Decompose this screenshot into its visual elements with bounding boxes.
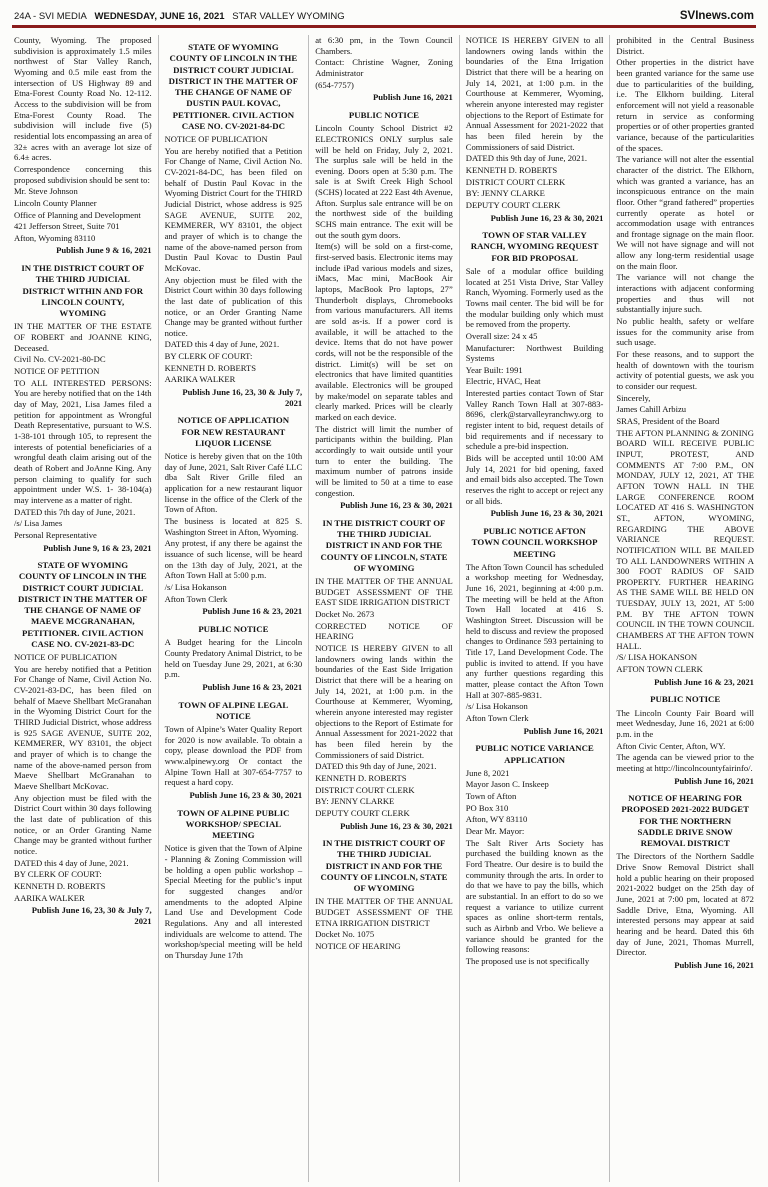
notice-paragraph: DISTRICT COURT CLERK <box>315 784 415 795</box>
notice-paragraph: Afton Civic Center, Afton, WY. <box>616 740 726 751</box>
notice-paragraph: DEPUTY COURT CLERK <box>465 199 561 210</box>
notice-heading: IN THE DISTRICT COURT OF THE THIRD JUDICIAL DISTRICT IN AND FOR THE COUNTY OF LINCOLN, STATE OF WYOMING <box>320 838 448 894</box>
publish-line: Publish June 16, 23 & 30, 2021 <box>340 820 453 831</box>
notice-paragraph: Any objection must be filed with the District Court within 30 days following the last date of publication of this notice, or an Order Granting Name Change may be granted without further notice. <box>164 274 303 338</box>
notice-paragraph: NOTICE OF PUBLICATION <box>164 134 268 144</box>
notice-paragraph: You are hereby notified that a Petition For Change of Name, Civil Action No. CV-2021-84-DC, has been filed on behalf of Dustin Paul Kovac in the Wyoming District Court for the THIRD Judicial District, whose address is 925 SAGE AVENUE, SUITE 202, KEMMERER, WY 83101, the object and prayer of which is to change the name of the above-named person from Dustin Paul Kovac to Dustin Paul McKovac. <box>164 145 303 273</box>
notice-heading: PUBLIC NOTICE VARIANCE APPLICATION <box>475 743 594 765</box>
notice-paragraph: DISTRICT COURT CLERK <box>465 176 566 187</box>
notice-paragraph: CORRECTED NOTICE OF HEARING <box>315 620 453 642</box>
masthead-date: WEDNESDAY, JUNE 16, 2021 <box>94 11 225 22</box>
page-label: 24A - SVI MEDIA <box>14 11 87 22</box>
publish-line: Publish June 16, 2021 <box>373 92 453 103</box>
notice-paragraph: NOTICE OF PETITION <box>14 366 100 376</box>
notice-paragraph: Any objection must be filed with the District Court within 30 days following the last date of publication of this notice, or an Order Granting Name Change may be granted without further notice. <box>14 792 152 856</box>
notice-paragraph: /s/ Lisa Hokanson <box>465 701 528 712</box>
column-3 <box>309 35 460 1182</box>
publish-line: Publish June 16, 23 & 30, 2021 <box>490 212 604 223</box>
notice-paragraph: The agenda can be viewed prior to the meeting at http://lincolncountyfairinfo/. <box>616 752 754 773</box>
notice-heading: TOWN OF ALPINE PUBLIC WORKSHOP/ SPECIAL MEETING <box>177 807 290 841</box>
notice-paragraph: Year Built: 1991 <box>465 364 523 375</box>
publish-line: Publish June 16, 2021 <box>674 775 754 786</box>
notice-paragraph: DATED this 4 day of June, 2021. <box>164 339 280 350</box>
notice-heading: TOWN OF ALPINE LEGAL NOTICE <box>178 699 289 721</box>
notice-paragraph: KENNETH D. ROBERTS <box>465 164 558 175</box>
notice-paragraph: Item(s) will be sold on a first-come, first-served basis. Electronic items may include iPad various models and sizes, iMacs, Mac mini, MacBook Air laptops, MacBook Pro laptops, 27” Thunderbolt displays, Chromebooks from various manufacturers. All items are sold as-is. If a power cord is available, it will be attached to the device. Items that do not have power cords, will not be the responsible of the district. Limit(s) will be set on electronics that have limited quantities available. Electronics will be grouped by make/model on separate tables and clearly marked. Prices will be clearly marked on each device. <box>315 241 453 422</box>
notice-paragraph: Dear Mr. Mayor: <box>465 826 525 837</box>
notice-paragraph: Mr. Steve Johnson <box>14 186 78 197</box>
notice-paragraph: The Afton Town Council has scheduled a workshop meeting for Wednesday, June 16, 2021, beginning at 4:00 p.m. The meeting will be held at the Afton Town Hall located at 416 S. Washington Street. Discussion will be held to discuss and review the proposed changes to Ordinance 593 pertaining to Title 17, Land Development Code. The public is invited to attend. If you have any further questions regarding this matter, please contact the Afton Town Hall at 307-885-9831. <box>465 561 604 700</box>
notice-paragraph: Bids will be accepted until 10:00 AM July 14, 2021 for bid opening, faxed and email bids also accepted. The Town reserves the right to accept or reject any or all bids. <box>465 453 604 506</box>
notice-paragraph: TO ALL INTERESTED PERSONS: You are hereby notified that on the 14th day of May, 2021, Lisa James filed a petition for appointment as Wrongful Death Representative, pursuant to W.S. 1-38-101 through 105, to represent the interests of potential beneficiaries of a wrongful death claim arising out of the death of Robert and JoAnne King. Any person claiming to qualify for such appointment under W.S. 1- 38-104(a) may intervene as a matter of right. <box>14 377 152 505</box>
notice-paragraph: IN THE MATTER OF THE ANNUAL BUDGET ASSESSMENT OF THE EAST SIDE IRRIGATION DISTRICT <box>315 576 453 608</box>
notice-paragraph: The proposed use is not specifically <box>465 955 590 966</box>
notice-paragraph: 421 Jefferson Street, Suite 701 <box>14 221 120 232</box>
notice-paragraph: A Budget hearing for the Lincoln County Predatory Animal District, to be held on Tuesday June 29, 2021, at 6:30 p.m. <box>164 637 303 680</box>
notice-paragraph: KENNETH D. ROBERTS <box>14 880 106 891</box>
notice-paragraph: AFTON TOWN CLERK <box>616 664 703 675</box>
masthead <box>12 10 756 25</box>
publish-line: Publish June 16, 2021 <box>674 960 754 971</box>
notice-heading: STATE OF WYOMING COUNTY OF LINCOLN IN THE DISTRICT COURT JUDICIAL DISTRICT IN THE MATTER OF THE CHANGE OF NAME OF MAEVE MCGRANAHAN, PETITIONER. CIVIL ACTION CASE NO. CV-2021-83-DC <box>18 560 148 649</box>
notice-paragraph: BY CLERK OF COURT: <box>164 351 253 362</box>
notice-paragraph: IN THE MATTER OF THE ESTATE OF ROBERT and JOANNE KING, Deceased. <box>14 321 152 353</box>
notice-paragraph: BY CLERK OF COURT: <box>14 869 102 880</box>
notice-paragraph: BY: JENNY CLARKE <box>465 188 545 199</box>
publish-line: Publish June 16, 23 & 30, 2021 <box>340 500 453 511</box>
column-1 <box>12 35 159 1182</box>
notice-paragraph: THE AFTON PLANNING & ZONING BOARD WILL RECEIVE PUBLIC INPUT, PROTEST, AND COMMENTS AT 7:00 P.M., ON MONDAY, JULY 12, 2021, AT THE AFTON TOWN HALL IN THE LARGE CONFERENCE ROOM LOCATED AT 416 S. WASHINGTON ST., AFTON, WYOMING, REGARDING THE ABOVE VARIANCE REQUEST. NOTIFICATION WILL BE MAILED TO ALL LANDOWNERS WITHIN A 300 FOOT RADIUS OF SAID PROPERTY. FURTHER HEARING AS THE SAME WILL BE HELD ON TUESDAY, JULY 13, 2021, AT 5:00 P.M. BY THE AFTON TOWN COUNCIL IN THE TOWN COUNCIL CHAMBERS AT THE AFTON TOWN HALL. <box>616 427 754 651</box>
notice-heading: NOTICE OF APPLICATION FOR NEW RESTAURANT LIQUOR LICENSE <box>177 415 290 448</box>
notice-paragraph: Personal Representative <box>14 529 97 540</box>
notice-paragraph: Mayor Jason C. Inskeep <box>465 779 549 790</box>
notice-paragraph: DATED this 7th day of June, 2021. <box>14 506 136 517</box>
notice-heading: PUBLIC NOTICE <box>348 109 420 120</box>
notice-paragraph: NOTICE IS HEREBY GIVEN to all landowners owing lands within the boundaries of the Etna Irrigation District that there will be a hearing on July 14, 2021, at 1:00 p.m. in the Courthouse at Kemmerer, Wyoming, wherein anyone interested may register objections to the Report of Estimate for Annual Assessment for 2021-2022 that has been filed herein by the Commissioners of said District. <box>465 35 604 152</box>
notice-paragraph: Civil No. CV-2021-80-DC <box>14 354 106 365</box>
notice-paragraph: Sincerely, <box>616 392 651 403</box>
notice-paragraph: Afton, WY 83110 <box>465 814 528 825</box>
publish-line: Publish June 9, 16 & 23, 2021 <box>43 542 152 553</box>
notice-paragraph: You are hereby notified that a Petition For Change of Name, Civil Action No. CV-2021-83-DC, has been filed on behalf of Maeve Shellbart McGranahan in the Wyoming District Court for the THIRD Judicial District, whose address is 925 SAGE AVENUE, SUITE 202, KEMMERER, WY 83101, the object and prayer of which is to change the name of the above-named person from Maeve Shellbart McGranahan to Maeve Shellbart McKovac. <box>14 663 152 792</box>
publish-line: Publish June 16, 2021 <box>523 725 604 736</box>
notice-paragraph: Town of Afton <box>465 791 517 802</box>
notice-paragraph: /s/ Lisa Hokanson <box>164 582 227 593</box>
notice-paragraph: The district will limit the number of participants within the building. Plan accordingly to wait outside until your turn to enter the building. The maximum number of patrons inside will be limited to 50 at a time to ease congestion. <box>315 423 453 498</box>
notice-paragraph: Afton, Wyoming 83110 <box>14 232 96 243</box>
publish-line: Publish June 16, 23, 30 & July 7, 2021 <box>182 387 303 408</box>
notice-paragraph: PO Box 310 <box>465 802 509 813</box>
notice-paragraph: The variance will not change the interactions with adjacent conforming properties and thus will not substantially injure such. <box>616 272 754 315</box>
notice-heading: NOTICE OF HEARING FOR PROPOSED 2021-2022 BUDGET FOR THE NORTHERN SADDLE DRIVE SNOW REMOVAL DISTRICT <box>621 793 749 849</box>
notice-paragraph: /s/ Lisa James <box>14 518 63 529</box>
notice-paragraph: The Directors of the Northern Saddle Drive Snow Removal District shall hold a public hearing on their proposed 2021-2022 budget on the 25th day of June, 2021 at 7:00 pm, located at 872 Saddle Drive, Etna, Wyoming. All interested persons may appear at said hearing and be heard. Dated this 6th day of June, 2021, Thomas Murrell, Director. <box>616 851 754 958</box>
notice-paragraph: (654-7757) <box>315 79 354 90</box>
column-5 <box>610 35 756 1182</box>
notice-paragraph: Lincoln County School District #2 ELECTRONICS ONLY surplus sale will be held on Friday, July 2, 2021. The surplus sale will be held in the evening. Doors open at 5:30 p.m. The sale is at Swift Creek High School (SCHS) located at 222 East 4th Avenue, Afton. Surplus sale entrance will be on the northwest side of the building SCHS main entrance. The exit will be out the south gym doors. <box>315 123 453 240</box>
notice-paragraph: Docket No. 2673 <box>315 609 375 620</box>
legal-notice-columns <box>12 35 756 1182</box>
column-2 <box>159 35 310 1182</box>
notice-paragraph: Any protest, if any there be against the issuance of such license, will be heard on the 13th day of July, 2021, at the Afton Town Hall at 5:00 p.m. <box>164 538 303 581</box>
notice-paragraph: James Cahill Arbizu <box>616 404 687 415</box>
column-4 <box>460 35 611 1182</box>
notice-paragraph: IN THE MATTER OF THE ANNUAL BUDGET ASSESSMENT OF THE ETNA IRRIGATION DISTRICT <box>315 896 453 928</box>
notice-paragraph: AARIKA WALKER <box>164 374 236 385</box>
notice-paragraph: prohibited in the Central Business District. <box>616 35 754 56</box>
notice-paragraph: NOTICE OF HEARING <box>315 941 401 952</box>
masthead-rule <box>12 25 756 28</box>
notice-paragraph: Manufacturer: Northwest Building Systems <box>465 342 604 364</box>
notice-paragraph: Lincoln County Planner <box>14 197 97 208</box>
notice-paragraph: SRAS, President of the Board <box>616 415 720 426</box>
notice-paragraph: The Salt River Arts Society has purchased the building known as the Ford Theatre. Our desire is to build the community through the arts. In order to do that we have to pay the bills, which are substantial. In an effort to do so we request a variance to utilize current spaces as online short-term rentals, such as Airbnb and Vrbo. We believe a variance should be granted for the following reasons: <box>465 837 604 955</box>
notice-paragraph: DATED this 9th day of June, 2021. <box>315 761 437 772</box>
notice-paragraph: The Lincoln County Fair Board will meet Wednesday, June 16, 2021 at 6:00 p.m. in the <box>616 707 754 739</box>
notice-paragraph: Contact: Christine Wagner, Zoning Administrator <box>315 57 453 78</box>
notice-paragraph: Interested parties contact Town of Star Valley Ranch Town Hall at 307-883-8696, clerk@starvalleyranchwy.org to register intent to bid, request details of bid requirements and if necessary to schedule a pre-bid inspection. <box>465 388 604 452</box>
notice-paragraph: AARIKA WALKER <box>14 892 85 903</box>
masthead-location: STAR VALLEY WYOMING <box>232 11 345 22</box>
notice-paragraph: Electric, HVAC, Heat <box>465 376 541 387</box>
notice-paragraph: NOTICE IS HEREBY GIVEN to all landowners owing lands within the boundaries of the East Side Irrigation District that there will be a hearing on July 14, 2021, at 1:00 p.m. in the Courthouse at Kemmerer, Wyoming, wherein anyone interested may register objections to the Report of Estimate for Annual Assessment for 2021-2022 that has been filed herein by the Commissioners of said District. <box>315 643 453 760</box>
notice-heading: PUBLIC NOTICE <box>650 694 721 705</box>
notice-paragraph: Notice is hereby given that on the 10th day of June, 2021, Salt River Café LLC dba Salt River Grille filed an application for a new restaurant liquor license in the office of the Clerk of the Town of Afton. <box>164 451 303 515</box>
publish-line: Publish June 16 & 23, 2021 <box>654 676 754 687</box>
notice-paragraph: at 6:30 pm, in the Town Council Chambers. <box>315 35 453 56</box>
notice-paragraph: For these reasons, and to support the health of downtown with the tourism activity of potential guests, we ask you to consider our request. <box>616 349 754 391</box>
notice-paragraph: Town of Alpine’s Water Quality Report for 2020 is now available. To obtain a copy, please download the PDF from www.alpinewy.org Or contact the Alpine Town Hall at 307-654-7757 to request a hard copy. <box>164 724 303 788</box>
notice-heading: STATE OF WYOMING COUNTY OF LINCOLN IN THE DISTRICT COURT JUDICIAL DISTRICT IN THE MATTER OF THE CHANGE OF NAME OF DUSTIN PAUL KOVAC, PETITIONER. CIVIL ACTION CASE NO. CV-2021-84-DC <box>168 42 299 131</box>
notice-paragraph: DATED this 4 day of June, 2021. <box>14 857 129 868</box>
notice-paragraph: Afton Town Clerk <box>164 593 228 604</box>
notice-paragraph: KENNETH D. ROBERTS <box>315 772 407 783</box>
publish-line: Publish June 16 & 23, 2021 <box>202 681 303 692</box>
publish-line: Publish June 16, 23 & 30, 2021 <box>189 789 303 800</box>
notice-heading: TOWN OF STAR VALLEY RANCH, WYOMING REQUEST FOR BID PROPOSAL <box>470 230 599 263</box>
publish-line: Publish June 16, 23, 30 & July 7, 2021 <box>31 905 152 926</box>
notice-paragraph: Correspondence concerning this proposed subdivision should be sent to: <box>14 163 152 185</box>
notice-paragraph: June 8, 2021 <box>465 767 510 778</box>
notice-paragraph: Afton Town Clerk <box>465 712 529 723</box>
publish-line: Publish June 9 & 16, 2021 <box>56 245 152 256</box>
notice-paragraph: Office of Planning and Development <box>14 209 141 220</box>
notice-paragraph: Overall size: 24 x 45 <box>465 330 538 341</box>
notice-paragraph: The variance will not alter the essential character of the district. The Elkhorn, which was granted a variance, has an inconspicuous entrance on the main floor. Other “grand fathered” properties currently operate as hotel or accommodation usage with entrances and frontage signage on the main floor. We will not have signage and will not allow any long-term residential usage on the main floor. <box>616 154 754 271</box>
notice-paragraph: /S/ LISA HOKANSON <box>616 652 698 663</box>
notice-paragraph: Other properties in the district have been granted variance for the same use due to particularities of the building, i.e. The Elkhorn building. Literal enforcement will not yield a reasonable return in service as conforming properties or of other properties granted variance, because of the particularities of the spaces. <box>616 57 754 153</box>
notice-paragraph: Sale of a modular office building located at 251 Vista Drive, Star Valley Ranch, Wyoming. Formerly used as the Towns mail center. The bid will be for the modular building only which must be removed from the property. <box>465 265 604 330</box>
notice-paragraph: DEPUTY COURT CLERK <box>315 807 410 818</box>
notice-paragraph: Notice is given that the Town of Alpine - Planning & Zoning Commission will be holding a open public workshop – Special Meeting for the public’s input for suggested changes and/or amendments to the adopted Alpine Land Use and Development Code Regulations. Any and all interested individuals are welcome to attend. The workshop/special meeting will be held on Thursday June 17th <box>164 843 303 960</box>
publish-line: Publish June 16 & 23, 2021 <box>202 606 303 617</box>
notice-heading: IN THE DISTRICT COURT OF THE THIRD JUDICIAL DISTRICT IN AND FOR THE COUNTY OF LINCOLN, STATE OF WYOMING <box>320 517 448 573</box>
notice-paragraph: KENNETH D. ROBERTS <box>164 362 256 373</box>
notice-paragraph: Docket No. 1075 <box>315 929 375 940</box>
notice-heading: PUBLIC NOTICE AFTON TOWN COUNCIL WORKSHOP MEETING <box>471 526 598 559</box>
notice-paragraph: BY: JENNY CLARKE <box>315 796 395 807</box>
notice-paragraph: NOTICE OF PUBLICATION <box>14 652 118 663</box>
masthead-site: SVInews.com <box>679 10 754 22</box>
notice-heading: IN THE DISTRICT COURT OF THE THIRD JUDICIAL DISTRICT WITHIN AND FOR LINCOLN COUNTY, WYOMING <box>21 263 145 319</box>
masthead-left <box>14 11 350 22</box>
notice-paragraph: The business is located at 825 S. Washington Street in Afton, Wyoming. <box>164 516 303 537</box>
notice-paragraph: County, Wyoming. The proposed subdivision is approximately 1.5 miles northwest of Star Valley Ranch, Wyoming and 0.5 mile east from the intersection of US Highway 89 and Etna-Forest County Road No. 12-112. Access to the subdivision will be from Etna-Forest County Road. The subdivision will include five (5) residential lots encompassing an area of 32± acres with an average lot size of 6.4± acres. <box>14 35 152 163</box>
notice-heading: PUBLIC NOTICE <box>198 624 269 634</box>
notice-paragraph: No public health, safety or welfare issues for the community arise from such usage. <box>616 316 754 348</box>
publish-line: Publish June 16, 23 & 30, 2021 <box>490 508 604 519</box>
notice-paragraph: DATED this 9th day of June, 2021. <box>465 153 588 164</box>
